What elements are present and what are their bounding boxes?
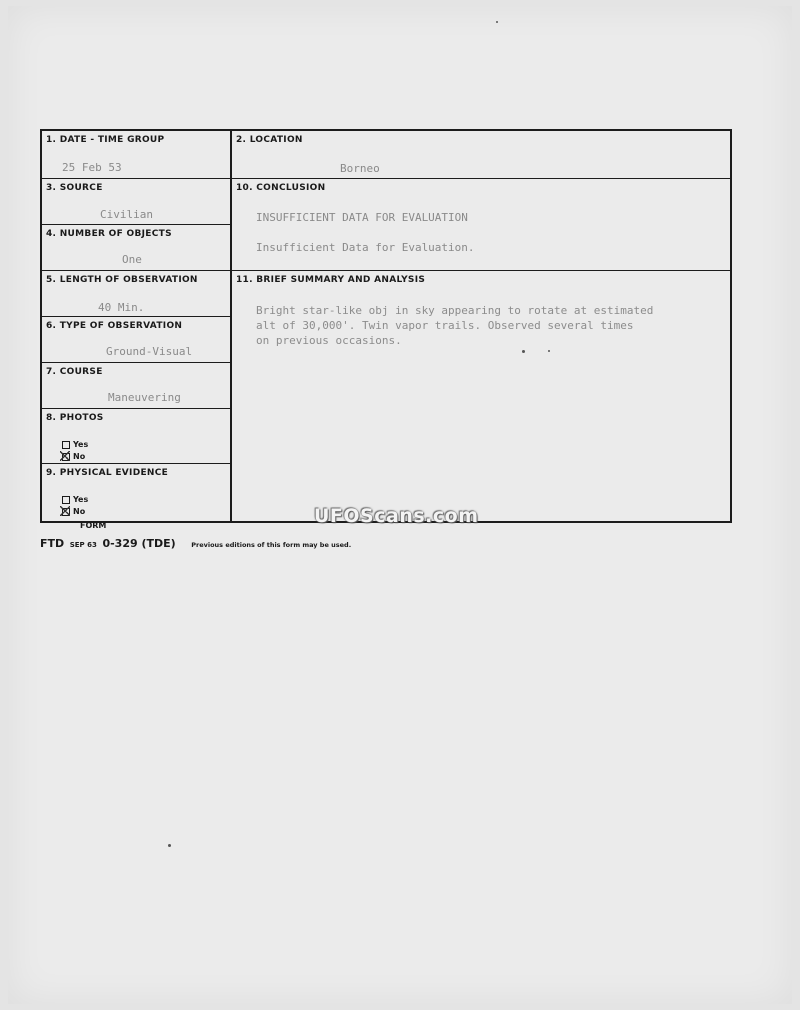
date-time-group-label: 1. DATE - TIME GROUP bbox=[46, 135, 165, 145]
photos-no-label: No bbox=[73, 452, 86, 461]
footer-form-number: 0-329 (TDE) bbox=[102, 537, 176, 550]
conclusion-label: 10. CONCLUSION bbox=[236, 183, 326, 193]
conclusion-cell bbox=[232, 179, 730, 271]
document-page bbox=[8, 6, 792, 1004]
number-of-objects-value: One bbox=[122, 253, 142, 266]
footer-ftd: FTD bbox=[40, 537, 65, 550]
physical-evidence-yes-option bbox=[62, 495, 88, 504]
length-of-observation-cell bbox=[42, 271, 230, 317]
course-label: 7. COURSE bbox=[46, 367, 103, 377]
scan-speck bbox=[548, 350, 550, 352]
summary-label: 11. BRIEF SUMMARY AND ANALYSIS bbox=[236, 275, 426, 285]
photos-cell bbox=[42, 409, 230, 464]
footer-note: Previous editions of this form may be used. bbox=[191, 541, 352, 549]
source-label: 3. SOURCE bbox=[46, 183, 103, 193]
physical-evidence-no-option bbox=[62, 507, 85, 516]
location-label: 2. LOCATION bbox=[236, 135, 303, 145]
physical-evidence-cell bbox=[42, 464, 230, 523]
photos-yes-option bbox=[62, 440, 88, 449]
source-value: Civilian bbox=[100, 208, 153, 221]
watermark-logo: UFOScans.com bbox=[314, 505, 479, 527]
source-cell bbox=[42, 179, 230, 225]
location-cell bbox=[232, 131, 730, 179]
photos-yes-checkbox bbox=[62, 441, 70, 449]
footer-form-label: FORM bbox=[80, 521, 107, 530]
photos-no-checkbox bbox=[62, 453, 70, 461]
physical-evidence-no-checkbox bbox=[62, 508, 70, 516]
type-of-observation-value: Ground-Visual bbox=[106, 345, 193, 358]
physical-evidence-label: 9. PHYSICAL EVIDENCE bbox=[46, 468, 169, 478]
number-of-objects-label: 4. NUMBER OF OBJECTS bbox=[46, 229, 172, 239]
scan-speck bbox=[522, 350, 525, 353]
footer-date: SEP 63 bbox=[69, 541, 97, 549]
form-right-column bbox=[232, 131, 730, 521]
summary-text bbox=[256, 303, 718, 348]
form-footer bbox=[40, 532, 351, 551]
type-of-observation-cell bbox=[42, 317, 230, 363]
number-of-objects-cell bbox=[42, 225, 230, 271]
summary-line: Bright star-like obj in sky appearing to rotate at estimated bbox=[256, 304, 654, 317]
date-time-group-value: 25 Feb 53 bbox=[62, 161, 122, 174]
project-card-form bbox=[40, 129, 732, 523]
conclusion-value: Insufficient Data for Evaluation. bbox=[256, 241, 475, 254]
physical-evidence-yes-checkbox bbox=[62, 496, 70, 504]
location-value: Borneo bbox=[340, 162, 380, 175]
summary-line: on previous occasions. bbox=[256, 334, 402, 347]
summary-line: alt of 30,000'. Twin vapor trails. Observed several times bbox=[256, 319, 634, 332]
photos-label: 8. PHOTOS bbox=[46, 413, 104, 423]
photos-yes-label: Yes bbox=[73, 440, 89, 449]
course-cell bbox=[42, 363, 230, 409]
length-of-observation-value: 40 Min. bbox=[98, 301, 145, 314]
summary-cell bbox=[232, 271, 730, 523]
photos-no-option bbox=[62, 452, 85, 461]
type-of-observation-label: 6. TYPE OF OBSERVATION bbox=[46, 321, 183, 331]
course-value: Maneuvering bbox=[108, 391, 181, 404]
physical-evidence-no-label: No bbox=[73, 507, 86, 516]
date-time-group-cell bbox=[42, 131, 230, 179]
form-left-column bbox=[42, 131, 232, 521]
conclusion-value-upper: INSUFFICIENT DATA FOR EVALUATION bbox=[256, 211, 468, 224]
length-of-observation-label: 5. LENGTH OF OBSERVATION bbox=[46, 275, 198, 285]
scan-speck bbox=[496, 21, 498, 23]
physical-evidence-yes-label: Yes bbox=[73, 495, 89, 504]
scan-speck bbox=[168, 844, 171, 847]
